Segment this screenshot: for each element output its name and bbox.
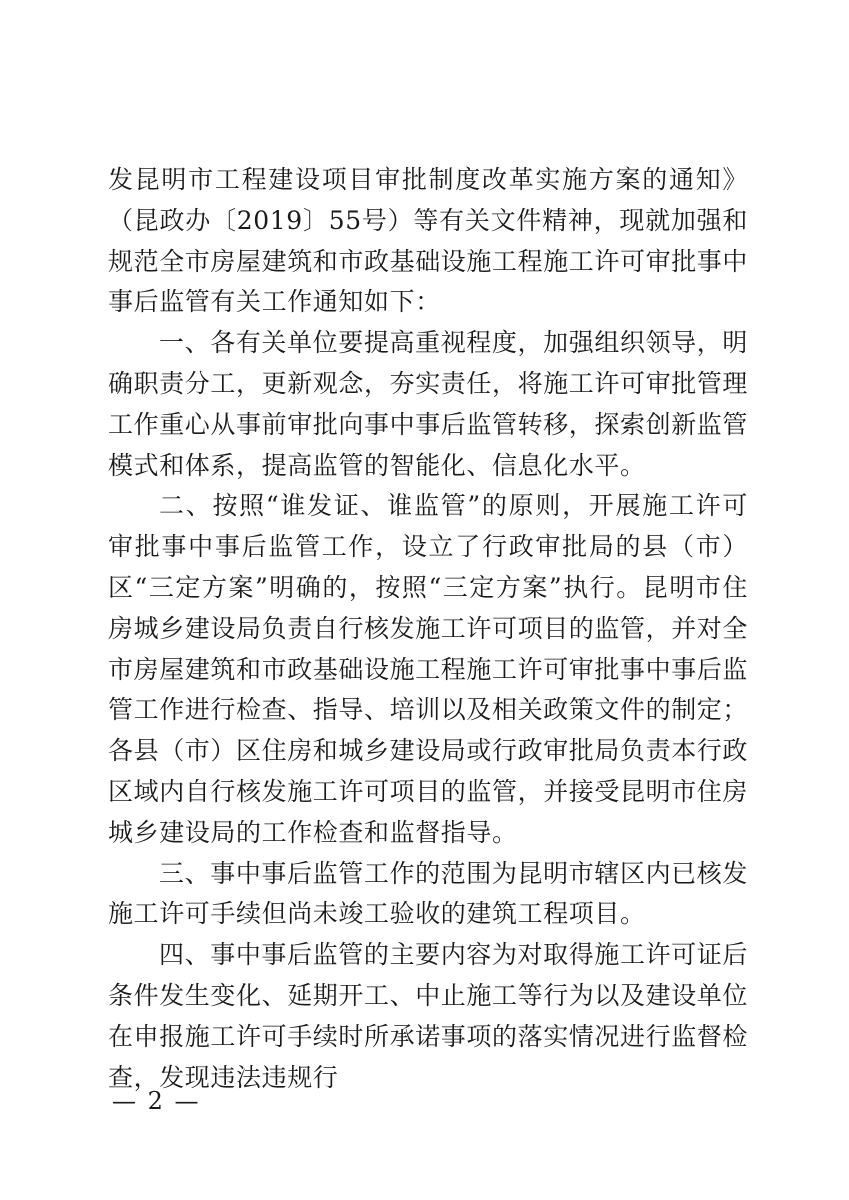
paragraph-item-1: 一、各有关单位要提高重视程度，加强组织领导，明确职责分工，更新观念，夯实责任，将施工许可审批管理工作重心从事前审批向事中事后监管转移，探索创新监管模式和体系，提高监管的智能化、信息化水平。 xyxy=(108,328,749,480)
paragraph-item-4: 四、事中事后监管的主要内容为对取得施工许可证后条件发生变化、延期开工、中止施工等行为以及建设单位在申报施工许可手续时所承诺事项的落实情况进行监督检查，发现违法违规行 xyxy=(108,940,749,1092)
paragraph-intro: 发昆明市工程建设项目审批制度改革实施方案的通知》（昆政办〔2019〕55号）等有关文件精神，现就加强和规范全市房屋建筑和市政基础设施工程施工许可审批事中事后监管有关工作通知如下： xyxy=(108,165,749,317)
paragraph-item-3: 三、事中事后监管工作的范围为昆明市辖区内已核发施工许可手续但尚未竣工验收的建筑工程项目。 xyxy=(108,858,748,929)
paragraph-item-2: 二、按照“谁发证、谁监管”的原则，开展施工许可审批事中事后监管工作，设立了行政审批局的县（市）区“三定方案”明确的，按照“三定方案”执行。昆明市住房城乡建设局负责自行核发施工许可项目的监管，并对全市房屋建筑和市政基础设施工程施工许可审批事中事后监管工作进行检查、指导、培训以及相关政策文件的制定；各县（市）区住房和城乡建设局或行政审批局负责本行政区域内自行核发施工许可项目的监管，并接受昆明市住房城乡建设局的工作检查和监督指导。 xyxy=(108,491,749,847)
document-body xyxy=(108,160,748,1098)
page-number: — 2 — xyxy=(112,1087,201,1115)
